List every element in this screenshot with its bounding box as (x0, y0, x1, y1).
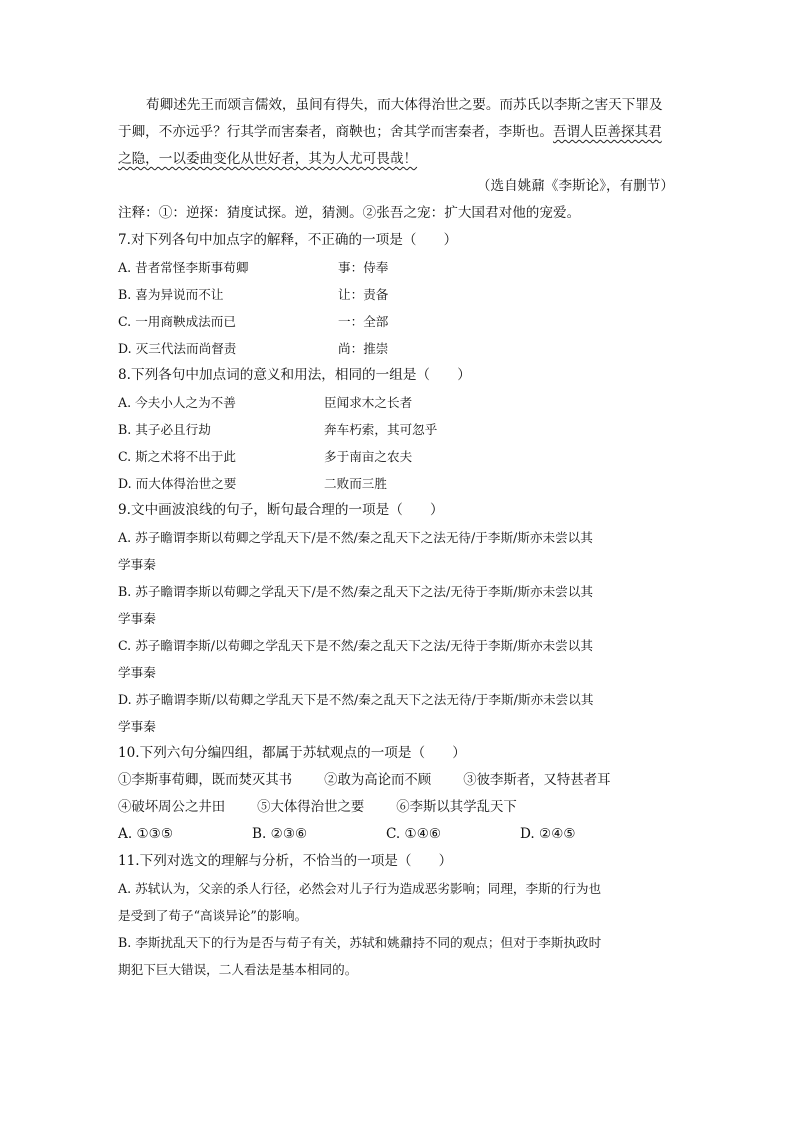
question-7-option-c: C. 一用商鞅成法而已 一：全部 (118, 314, 389, 329)
wavy-underlined-sentence: 吾谓人臣善探其君之隐，一以委曲变化从世好者，其为人尤可畏哉！ (118, 124, 662, 167)
passage-text: 荀卿述先王而颂言儒效，虽间有得失，而大体得治世之要。而苏氏以李斯之害天下罪及于卿，不亦远乎？行其学而害秦者，商鞅也；舍其学而害秦者，李斯也。 (118, 97, 663, 140)
question-9-option-d: D. 苏子瞻谓李斯/以荀卿之学乱天下是不然/秦之乱天下之法无待/于李斯/斯亦未尝以其 (118, 692, 594, 707)
question-8-option-d: D. 而大体得治世之要 二败而三胜 (118, 476, 387, 491)
choice-a: A. ①③⑤ (118, 826, 174, 842)
question-9-option-b-cont: 学事秦 (118, 611, 156, 626)
question-9-option-c-cont: 学事秦 (118, 665, 156, 680)
question-11-option-a: A. 苏轼认为，父亲的杀人行径，必然会对儿子行为造成恶劣影响；同理，李斯的行为也 (118, 881, 602, 896)
document-page (118, 92, 674, 983)
question-8-option-c: C. 斯之术将不出于此 多于南亩之农夫 (118, 449, 413, 464)
question-9-option-a: A. 苏子瞻谓李斯以荀卿之学乱天下/是不然/秦之乱天下之法无待/于李斯/斯亦未尝以其 (118, 530, 593, 545)
question-11-option-b: B. 李斯扰乱天下的行为是否与荀子有关，苏轼和姚鼐持不同的观点；但对于李斯执政时 (118, 935, 602, 950)
question-8-stem: 8.下列各句中加点词的意义和用法，相同的一组是（ ） (118, 367, 471, 383)
question-11-option-b-cont: 期犯下巨大错误，二人看法是基本相同的。 (118, 962, 358, 977)
question-11-stem: 11.下列对选文的理解与分析，不恰当的一项是（ ） (118, 853, 453, 869)
question-9-option-b: B. 苏子瞻谓李斯以荀卿之学乱天下/是不然/秦之乱天下之法/无待于李斯/斯亦未尝以其 (118, 584, 594, 599)
question-10-statements-row-1: ①李斯事荀卿，既而焚灭其书 ②敢为高论而不顾 ③彼李斯者，又特甚者耳 (118, 773, 611, 788)
question-9-option-a-cont: 学事秦 (118, 557, 156, 572)
question-9-option-d-cont: 学事秦 (118, 719, 156, 734)
question-11-option-a-cont: 是受到了荀子“高谈异论”的影响。 (118, 908, 308, 923)
question-8-option-b: B. 其子必且行劫 奔车朽索，其可忽乎 (118, 422, 438, 437)
question-9-option-c: C. 苏子瞻谓李斯/以荀卿之学乱天下是不然/秦之乱天下之法/无待于李斯/斯亦未尝以其 (118, 638, 593, 653)
question-10-statements-row-2: ④破坏周公之井田 ⑤大体得治世之要 ⑥李斯以其学乱天下 (118, 800, 517, 815)
annotation-notes: 注释：①：逆探：猜度试探。逆，猜测。②张吾之宠：扩大国君对他的宠爱。 (118, 205, 581, 221)
question-8-option-a: A. 今夫小人之为不善 臣闻求木之长者 (118, 395, 413, 410)
question-10-stem: 10.下列六句分编四组，都属于苏轼观点的一项是（ ） (118, 745, 466, 761)
choice-b: B. ②③⑥ (252, 826, 308, 842)
question-7-option-a: A. 昔者常怪李斯事荀卿 事：侍奉 (118, 260, 389, 275)
question-7-option-d: D. 灭三代法而尚督责 尚：推崇 (118, 341, 389, 356)
choice-d: D. ②④⑤ (520, 826, 576, 842)
question-9-stem: 9.文中画波浪线的句子，断句最合理的一项是（ ） (118, 502, 444, 518)
passage-source: （选自姚鼐《李斯论》，有删节） (476, 178, 674, 194)
passage-paragraph (118, 92, 674, 173)
question-10-choices (118, 821, 674, 848)
choice-c: C. ①④⑥ (386, 826, 442, 842)
question-7-option-b: B. 喜为异说而不让 让：责备 (118, 287, 389, 302)
question-7-stem: 7.对下列各句中加点字的解释，不正确的一项是（ ） (118, 232, 458, 248)
